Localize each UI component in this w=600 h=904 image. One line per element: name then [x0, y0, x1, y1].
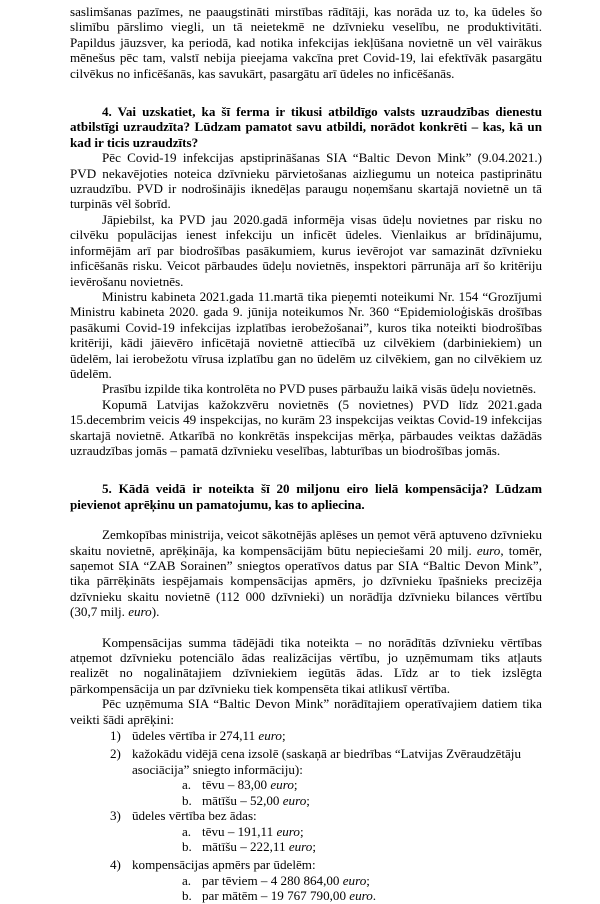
q4-paragraph-3: Ministru kabineta 2021.gada 11.martā tika pieņemti noteikumi Nr. 154 “Grozījumi Ministru kabineta 2020. gada 9. jūnija noteikumos Nr. 360 “Epidemioloģiskās drošības pasākumi Covid-19 infekcijas izplatības ierobežošanai”, kuros tika noteikti biodrošības kritēriji, kādi jāievēro inficētajā novietnē attiecībā uz cilvēkiem (darbiniekiem) un ūdelēm, lai ierobežotu vīrusa izplatību gan no ūdelēm uz cilvēkiem, gan no cilvēkiem uz ūdelēm.	[70, 288, 542, 381]
q4-paragraph-4: Prasību izpilde tika kontrolēta no PVD puses pārbaužu laikā visās ūdeļu novietnēs.	[102, 381, 537, 397]
sublist-item-text: tēvu – 83,00 euro;	[202, 777, 298, 793]
sublist-marker: b.	[182, 838, 192, 854]
intro-paragraph: saslimšanas pazīmes, ne paaugstināti mirstības rādītāji, kas norāda uz to, ka ūdeles šo slimību pārslimo viegli, un tā neietekmē ne dzīvnieku veselību, ne produktivitāti. Papildus jāuzsver, ka periodā, kad notika infekcijas iekļūšana novietnē un vēl vairākus mēnešus pēc tam, valstī nebija pieejama vakcīna pret Covid-19, lai efektīvāk pasargātu cilvēkus no inficēšanās, kas savukārt, pasargātu arī ūdeles no inficēšanās.	[70, 4, 542, 81]
sublist-marker: b.	[182, 792, 192, 808]
sublist-item	[182, 824, 542, 839]
sublist-marker: b.	[182, 888, 192, 904]
q4-paragraph-5: Kopumā Latvijas kažokzvēru novietnēs (5 novietnes) PVD līdz 2021.gada 15.decembrim veicis 49 inspekcijas, no kurām 23 inspekcijas veiktas Covid-19 infekcijas skartajā novietnē. Atkarībā no konkrētās inspekcijas mērķa, pārbaudes veiktas dažādās uzraudzības jomās – pamatā dzīvnieku veselības, labturības un biodrošības jomās.	[70, 396, 542, 458]
sublist-item-text: mātīšu – 222,11 euro;	[202, 838, 316, 854]
calculation-list	[70, 728, 542, 903]
list-marker: 4)	[110, 857, 121, 873]
question-5-heading: 5. Kādā veidā ir noteikta šī 20 miljonu eiro lielā kompensācija? Lūdzam pievienot aprēķinu un pamatojumu, kas to apliecina.	[70, 481, 542, 512]
q5-paragraph-3: Pēc uzņēmuma SIA “Baltic Devon Mink” norādītajiem operatīvajiem datiem tika veikti šādi aprēķini:	[70, 696, 542, 727]
sublist-item-text: par tēviem – 4 280 864,00 euro;	[202, 872, 370, 888]
list-marker: 3)	[110, 808, 121, 824]
list-item-text: kažokādu vidējā cena izsolē (saskaņā ar biedrības “Latvijas Zvēraudzētāju asociācija” sniegto informāciju):	[132, 746, 521, 777]
q4-paragraph-2: Jāpiebilst, ka PVD jau 2020.gadā informēja visas ūdeļu novietnes par risku no cilvēku populācijas ienest infekciju un inficēt ūdeles. Vienlaikus ar brīdinājumu, informējām arī par biodrošības pasākumiem, kurus ievērojot var samazināt dzīvnieku inficēšanās risku. Veicot pārbaudes ūdeļu novietnēs, inspektori pārrunāja arī šo kritēriju ievērošanu novietnēs.	[70, 211, 542, 289]
q5-paragraph-2: Kompensācijas summa tādējādi tika noteikta – no norādītās dzīvnieku vērtības atņemot dzīvnieku potenciālo ādas realizācijas vērtību, jo uzņēmumam tiks atļauts realizēt no nogalinātajiem dzīvniekiem iegūtās ādas. Līdz ar to tiek izslēgta pārkompensācija un par dzīvnieku tiek kompensēta tikai atlikusī vērtība.	[70, 634, 542, 696]
list-item-text: kompensācijas apmērs par ūdelēm:	[132, 857, 316, 873]
sublist-item	[182, 839, 542, 854]
sublist-marker: a.	[182, 823, 192, 839]
sublist	[132, 873, 542, 904]
sublist	[132, 824, 542, 855]
sublist-item-text: tēvu – 191,11 euro;	[202, 823, 304, 839]
sublist-item-text: mātīšu – 52,00 euro;	[202, 792, 310, 808]
sublist-item	[182, 777, 542, 792]
q4-paragraph-1: Pēc Covid-19 infekcijas apstiprināšanas SIA “Baltic Devon Mink” (9.04.2021.) PVD nekavējoties noteica dzīvnieku pārvietošanas aizliegumu un noteica pastiprinātu uzraudzību. PVD ir nodrošinājis iknedēļas paraugu noņemšanu skartajā novietnē un tā turpinās vēl šobrīd.	[70, 150, 542, 212]
list-item	[110, 746, 542, 808]
sublist-item	[182, 888, 542, 903]
sublist-item	[182, 873, 542, 888]
list-item-text: ūdeles vērtība bez ādas:	[132, 808, 257, 824]
list-marker: 2)	[110, 746, 121, 762]
list-item	[110, 728, 542, 743]
sublist-marker: a.	[182, 872, 192, 888]
q5-paragraph-1: Zemkopības ministrija, veicot sākotnējās aplēses un ņemot vērā aptuveno dzīvnieku skaitu novietnē, aprēķināja, ka kompensācijām būtu nepieciešami 20 milj. euro, tomēr, saņemot SIA “ZAB Sorainen” sniegtos operatīvos datus par SIA “Baltic Devon Mink”, tika pārrēķināts iespējamais kompensācijas apmērs, jo dzīvnieku īpašnieks precizēja dzīvnieku skaitu novietnē (112 000 dzīvnieki) un norādīja dzīvnieku bilances vērtību (30,7 milj. euro).	[70, 527, 542, 620]
sublist	[132, 777, 542, 808]
list-item	[110, 808, 542, 854]
sublist-item	[182, 793, 542, 808]
list-marker: 1)	[110, 728, 121, 744]
sublist-item-text: par mātēm – 19 767 790,00 euro.	[202, 888, 377, 904]
list-item	[110, 857, 542, 903]
list-item-text: ūdeles vērtība ir 274,11 euro;	[132, 728, 286, 744]
question-4-heading: 4. Vai uzskatiet, ka šī ferma ir tikusi atbildīgo valsts uzraudzības dienestu atbilstīgi uzraudzīta? Lūdzam pamatot savu atbildi, norādot konkrēti – kas, kā un kad ir ticis uzraudzīts?	[70, 104, 542, 150]
sublist-marker: a.	[182, 777, 192, 793]
